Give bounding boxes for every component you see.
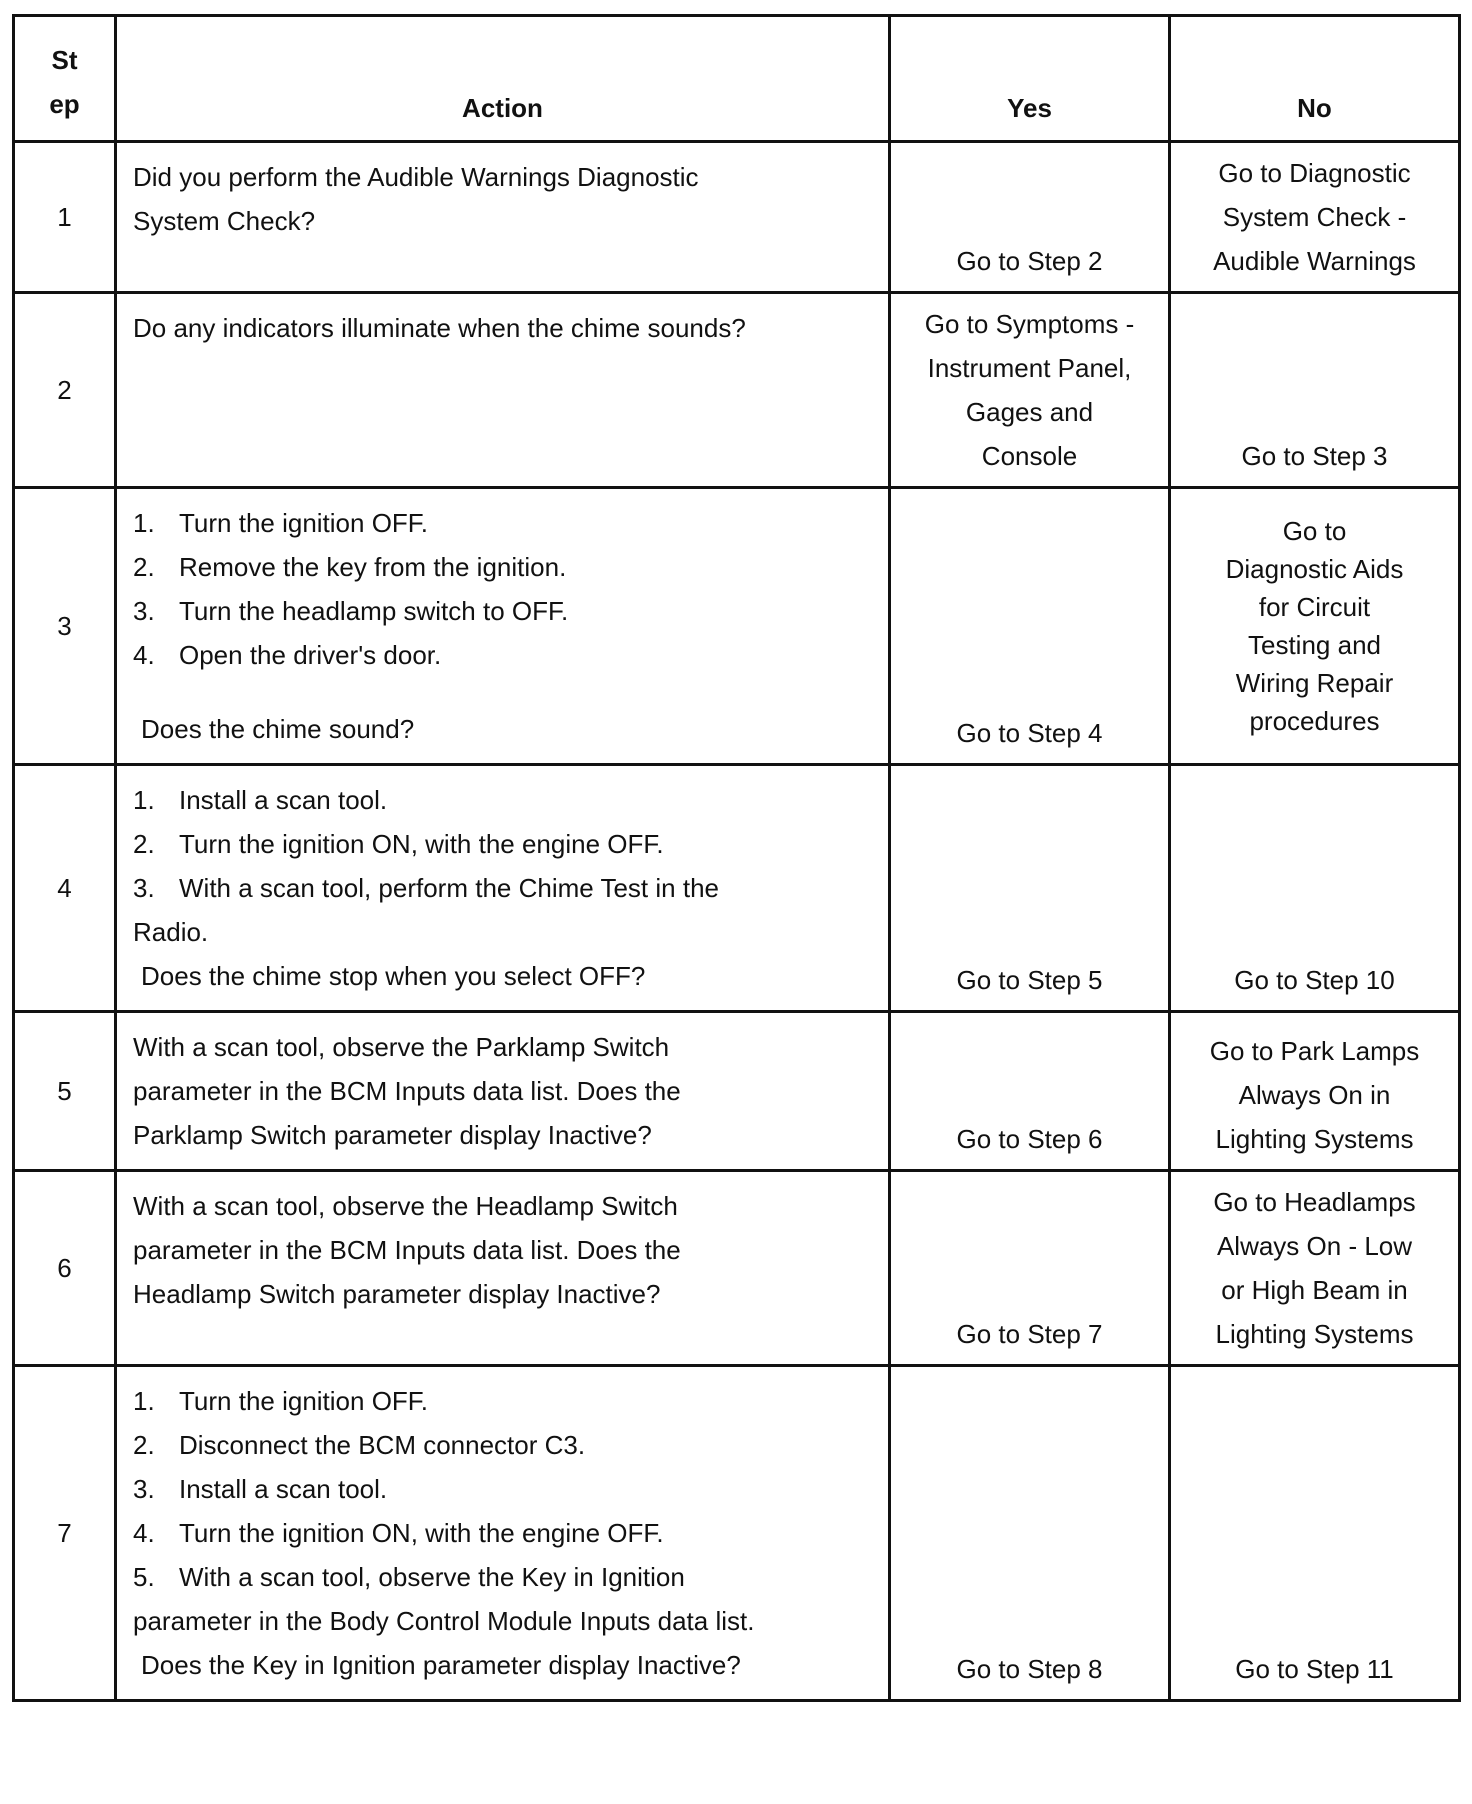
no-cell: Go to Headlamps Always On - Low or High Beam in Lighting Systems: [1170, 1171, 1460, 1366]
list-item: 2. Turn the ignition ON, with the engine OFF.: [133, 829, 664, 859]
list-item: 2. Remove the key from the ignition.: [133, 552, 567, 582]
step-number: 3: [14, 488, 116, 765]
header-action: Action: [116, 16, 890, 142]
action-cell: With a scan tool, observe the Parklamp Switch parameter in the BCM Inputs data list. Does the Parklamp Switch parameter display Inactive?: [116, 1012, 890, 1171]
list-item: 4. Open the driver's door.: [133, 640, 442, 670]
action-cell: [116, 765, 890, 1012]
yes-cell: Go to Step 6: [890, 1012, 1170, 1171]
header-row: [14, 16, 1460, 142]
list-item: 3. Install a scan tool.: [133, 1474, 388, 1504]
action-question: Does the Key in Ignition parameter display Inactive?: [141, 1650, 741, 1680]
table-row-3: [14, 488, 1460, 765]
list-item: 3. Turn the headlamp switch to OFF.: [133, 596, 569, 626]
action-steps-list: [133, 778, 872, 910]
yes-cell: Go to Step 5: [890, 765, 1170, 1012]
step-number: 5: [14, 1012, 116, 1171]
action-question: Does the chime stop when you select OFF?: [141, 961, 646, 991]
yes-cell: Go to Symptoms - Instrument Panel, Gages and Console: [890, 293, 1170, 488]
action-cell: With a scan tool, observe the Headlamp Switch parameter in the BCM Inputs data list. Does the Headlamp Switch parameter display Inactive?: [116, 1171, 890, 1366]
action-cell: Do any indicators illuminate when the chime sounds?: [116, 293, 890, 488]
list-item: 3. With a scan tool, perform the Chime Test in the: [133, 873, 719, 903]
step-number: 4: [14, 765, 116, 1012]
table-row-7: [14, 1366, 1460, 1701]
action-question: Does the chime sound?: [141, 714, 415, 744]
step-number: 7: [14, 1366, 116, 1701]
list-item: 1. Turn the ignition OFF.: [133, 1386, 429, 1416]
table-row-4: [14, 765, 1460, 1012]
yes-cell: Go to Step 8: [890, 1366, 1170, 1701]
step-number: 6: [14, 1171, 116, 1366]
yes-cell: Go to Step 4: [890, 488, 1170, 765]
action-steps-list: [133, 1379, 872, 1599]
action-cell: [116, 1366, 890, 1701]
action-continuation: parameter in the Body Control Module Inputs data list.: [133, 1606, 755, 1636]
action-cell: [116, 488, 890, 765]
step-number: 2: [14, 293, 116, 488]
list-item: 4. Turn the ignition ON, with the engine OFF.: [133, 1518, 664, 1548]
action-continuation: Radio.: [133, 917, 209, 947]
yes-cell: Go to Step 2: [890, 142, 1170, 293]
table-row-1: [14, 142, 1460, 293]
step-number: 1: [14, 142, 116, 293]
list-item: 1. Turn the ignition OFF.: [133, 508, 429, 538]
no-cell: Go to Diagnostic System Check - Audible Warnings: [1170, 142, 1460, 293]
no-cell: Go to Step 11: [1170, 1366, 1460, 1701]
yes-cell: Go to Step 7: [890, 1171, 1170, 1366]
diagnostic-table: [12, 14, 1461, 1702]
no-cell: Go to Step 10: [1170, 765, 1460, 1012]
action-cell: Did you perform the Audible Warnings Diagnostic System Check?: [116, 142, 890, 293]
table-row-5: [14, 1012, 1460, 1171]
list-item: 5. With a scan tool, observe the Key in Ignition: [133, 1562, 685, 1592]
action-steps-list: [133, 501, 872, 677]
no-cell: Go to Diagnostic Aids for Circuit Testing and Wiring Repair procedures: [1170, 488, 1460, 765]
header-yes: Yes: [890, 16, 1170, 142]
table-row-6: [14, 1171, 1460, 1366]
table-row-2: [14, 293, 1460, 488]
no-cell: Go to Park Lamps Always On in Lighting Systems: [1170, 1012, 1460, 1171]
header-step: St ep: [14, 16, 116, 142]
no-cell: Go to Step 3: [1170, 293, 1460, 488]
list-item: 1. Install a scan tool.: [133, 785, 388, 815]
header-no: No: [1170, 16, 1460, 142]
list-item: 2. Disconnect the BCM connector C3.: [133, 1430, 586, 1460]
